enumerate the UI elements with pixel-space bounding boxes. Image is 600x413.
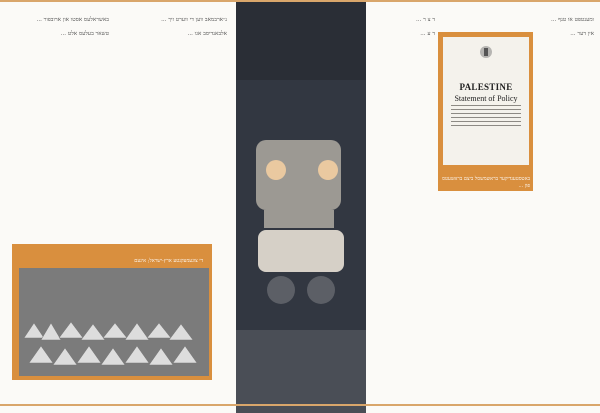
- document-caption: באטסטענדיקער בראשמשסל ביצם בראשעטס פון ...: [438, 174, 533, 191]
- document-title: PALESTINE: [459, 82, 513, 92]
- tents-photo: [19, 268, 209, 376]
- royal-crest-icon: [479, 45, 493, 59]
- left-page-column-right: נ״ארבמאב ווען די ווערט זיך ... אלבאנדיסב אגו ...: [161, 17, 227, 38]
- document-text-lines: [451, 105, 521, 129]
- top-border: [0, 0, 600, 2]
- document-subtitle: Statement of Policy: [454, 94, 518, 103]
- statement-of-policy-document: [443, 37, 529, 165]
- train-illustration: [236, 0, 366, 413]
- right-page-column-left: ד צ ר ... ד ע ...: [415, 17, 435, 38]
- left-page-column-left: באשראלעס אסטו און ארובפור ... טשאר בעלעס אלט ...: [36, 17, 109, 38]
- right-page-column-right: ומענטפט או טנף ... אין דער ...: [551, 17, 594, 38]
- tents-caption: די צוגעמעקנטע ארץ-ישראל; אינעם: [72, 256, 206, 267]
- bottom-border: [0, 404, 600, 406]
